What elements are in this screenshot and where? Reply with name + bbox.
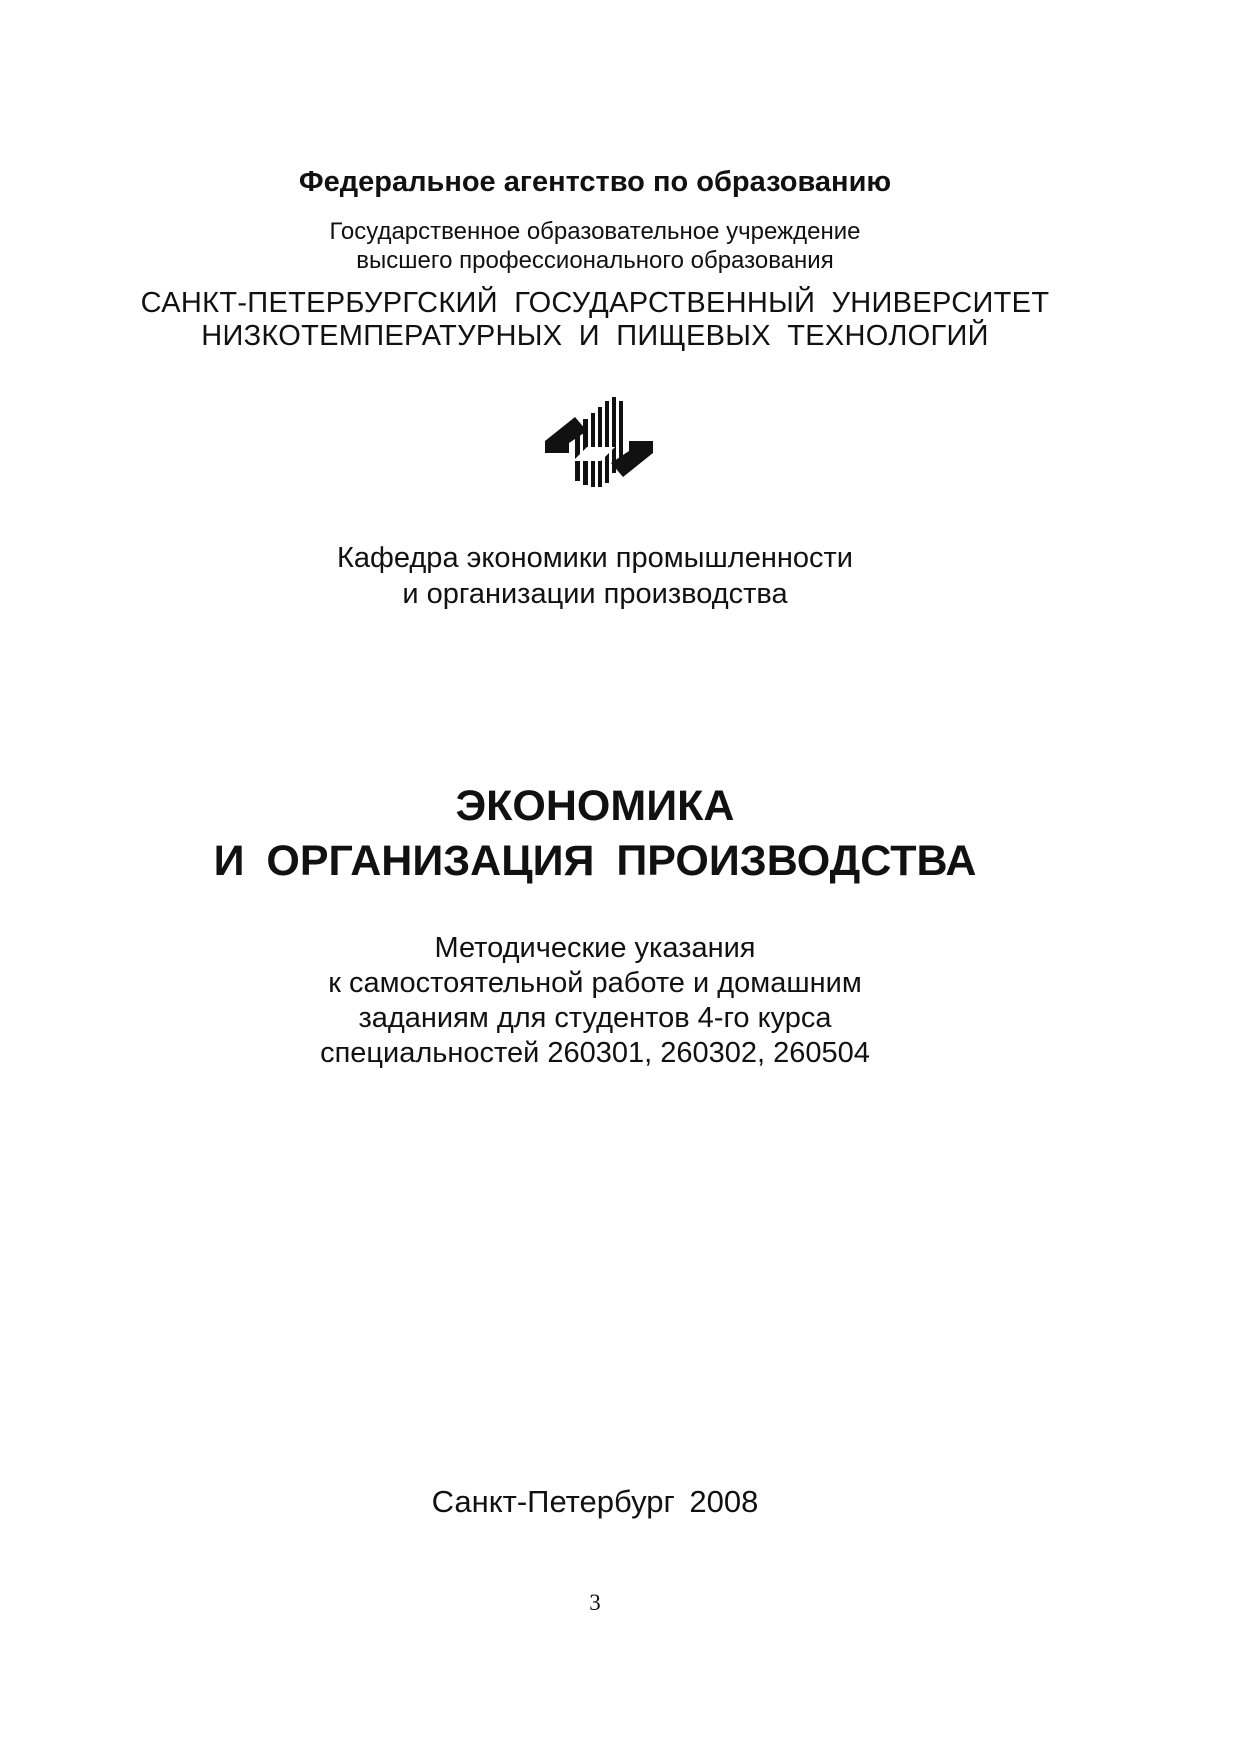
university-name-line2: НИЗКОТЕМПЕРАТУРНЫХ И ПИЩЕВЫХ ТЕХНОЛОГИЙ xyxy=(201,320,989,352)
department-line2: и организации производства xyxy=(402,578,788,610)
agency-name: Федеральное агентство по образованию xyxy=(298,166,892,198)
university-name-line1: САНКТ-ПЕТЕРБУРГСКИЙ ГОСУДАРСТВЕННЫЙ УНИВЕРСИТЕТ xyxy=(140,287,1050,319)
document-title-line2: И ОРГАНИЗАЦИЯ ПРОИЗВОДСТВА xyxy=(213,837,977,885)
subtitle-line2: к самостоятельной работе и домашним xyxy=(328,967,862,999)
page-number: 3 xyxy=(589,1590,601,1615)
subtitle-line1: Методические указания xyxy=(434,932,756,964)
institution-type-line1: Государственное образовательное учреждение xyxy=(329,218,861,245)
university-emblem-icon xyxy=(543,395,655,499)
city-year: Санкт-Петербург 2008 xyxy=(431,1484,759,1519)
department-line1: Кафедра экономики промышленности xyxy=(337,542,853,574)
institution-type-line2: высшего профессионального образования xyxy=(356,247,834,274)
document-title-line1: ЭКОНОМИКА xyxy=(455,782,735,830)
subtitle-line3: заданиям для студентов 4-го курса xyxy=(358,1002,832,1034)
subtitle-line4: специальностей 260301, 260302, 260504 xyxy=(320,1037,870,1069)
